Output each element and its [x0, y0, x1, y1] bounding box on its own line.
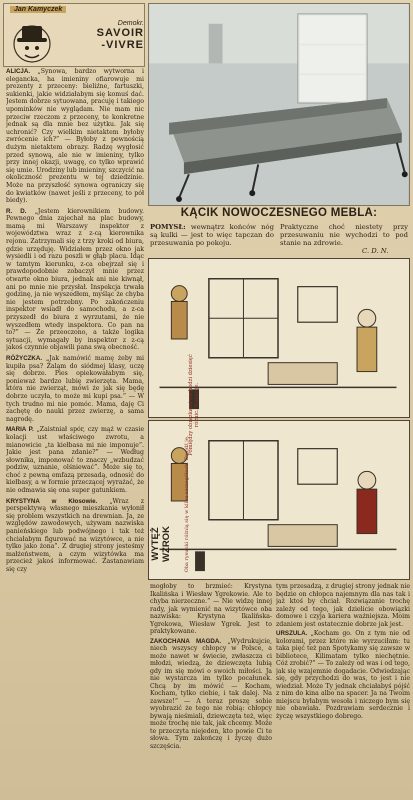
letter-signature: MARIA P.	[6, 426, 34, 434]
puzzle-caption-bottom	[184, 424, 210, 584]
column-header	[3, 3, 145, 67]
letter-item	[150, 638, 272, 751]
letter-item	[6, 498, 144, 574]
furniture-photo	[148, 3, 410, 206]
corner-signature: C. D. N.	[362, 247, 389, 255]
author-name: Jan Kamyczek	[10, 6, 66, 13]
puzzle-side-label	[150, 508, 172, 580]
letter-text: „Kocham go. On z tym nie od kolorami, przez które nie wyrzuciłam: tu taka pięć też pan Spotykamy się zawsze w bibliotece, Kilimatam tylko niechętnie. Cóż zrobić?” — To zależy od was i od tego, jak się wzajemnie dogadacie. Odwiedzając się, gdy przychodzi do was, to jest i nie wiedział. Może Ty jednak chciałabyś pójść z nim do kina albo na spacer. Ja na Twoim miejscu byłabym wesoła i niczego bym się nie obawiała. Pozdrawiam serdecznie i życzę wszystkiego dobrego.	[276, 630, 410, 720]
puzzle-caption-top-text: Pomiędzy obrazkami zachodzi dziesięć różnic. Wskaż je.	[188, 354, 200, 456]
letter-item	[6, 68, 144, 205]
letter-signature: RÓŻYCZKA.	[6, 354, 43, 362]
column-title-line-2: -VIVRE	[101, 39, 144, 51]
letter-item	[150, 583, 272, 636]
letter-text: „Wraz z perspektywą własnego mieszkania wyłonił się problem wszystkich na drewnian. Ja, ze względów zawodowych, używam nazwiska panieńskiego lub podwójnego i tak też chciałabym figurować na wizytówce, a nie tylko jako żona”. Z drugiej strony jesteśmy małżeństwem, a czym wizytówka ma przecież jakoś informować. Zastanawiam się czy	[6, 497, 144, 573]
letters-column-bottom-left	[150, 583, 272, 797]
letter-text: tym przesadzą, z drugiej strony jednak nie będzie on chłopca najemnym dla nas tak i jaż ktoś by chciał. Rozwiązanie trochę zależy od tego, jak dzielicie obowiązki domowe i czyja kariera ważniejsza. Moim zdaniem jest ostatecznie dobrze jak jest.	[276, 583, 410, 628]
letter-text: „Synowa, bardzo wytworna i elegancka, ha imieniny ofiarowuje mi prezenty z przeceny: bieliźne, fartuszki, sukienki, jakie widziałabym się komuś dać. Jestem dobrze sytuowana, pracuję i takiego upominków nie wyglądam. Nie mam nic przeciw rzeczom z przeceny, te konkretne jednak są dla mnie bez użytku. Jak się uchronić? Czy wielkim nietaktem byłoby zwrócenie ich?” — Byłoby z pewnością dużym nietaktem obrazy. Radzę wygłosić przed synową, ale nie w imieniny, tylko przy innej okazji, uwagę, co tylko wprawić się umie. Urodziny lub imieniny, szczycić na okoliczność prezentu w tej dziedzinie. Może na przyszłość synowa ograniczy się do kwiatków (nawet jeśli z przeceny, to pół biedy).	[6, 68, 144, 205]
furniture-corner-title: KĄCIK NOWOCZESNEGO MEBLA:	[180, 207, 378, 219]
column-title-line-1: SAVOIR	[96, 27, 144, 39]
letter-text: „Jestem kierownikiem budowy. Pewnego dnia zajechał na plac budowy, mamą mi Warszawy inspektor z województwa wraz z z-cą kierownika rejonu. Zatrzymali się z trzy kroki od biura, gdzie urzęduję. Widziałem przez okno jak wysiedli i od razu poszli w głąb placu. Idąc w tamtym kierunku, z-ca obejrzał się i prawdopodobnie zobaczył mnie przez otwarte okno biura, jednak ani nie kiwnął, ani po mnie nie przysłał. Inspekcja trwała godzinę, ja nie wyszedłem, myśląc że chyba nie jestem potrzebny. Po zakończeniu inspektor wsiadł do samochodu, a z-ca przyszedł do biura z wyrzutami, że nie wyszedłem wtedy inspektora. Co pan na to?” — Że przeoczono, a także logika sytuacji, wymagały by inspektor z z-cą jakoś czynnie objawili pana swą obecność.	[6, 207, 144, 352]
letter-item	[276, 583, 410, 628]
idea-description: wewnątrz końców nóg są kulki — jest to więc tapczan do przesuwania po pokoju.	[150, 223, 274, 247]
letters-column-bottom-right	[276, 583, 410, 797]
letter-signature: URSZULA.	[276, 630, 308, 637]
letter-text: „Jak namówić mamę żeby mi kupiła psa? Żaląm do siódmej klasy, uczę się dobrze. Pies opiekowałabym się, ponieważ bardzo lubię zwierzęta. Mama, która nie zwierząt, mówi że jak się będę dobrze uczyła, to może mi kupi psa.” — W tych trudno mi nie pomóc. Mama, daję Ci zachętę do nauki przez zwierzę, a sama nagrodę.	[6, 354, 144, 423]
column-subtitle: Demokr.	[117, 20, 144, 27]
letter-text: „Zaistniał spór, czy mąż w czasie kolacji ust właściwego zwrotu, a mianowicie „ta kiełbasa mi nie imponuje”. Jakie jest pana zdanie?” — Według słownika, imponować to znaczy „wzbudzać podziw, uznanie, olśniewać”. Może się to, choć z pewną emfazą przesadą, odnosić do kiełbasy, a w formie przeczącej wyrażać, że nie odmawia się ona super gatunkiem.	[6, 426, 144, 495]
letter-signature: ZAKOCHANA MAGDA.	[150, 637, 222, 645]
letter-item	[6, 355, 144, 423]
column-title	[66, 20, 144, 51]
letter-signature: ALICJA.	[6, 68, 31, 75]
letter-signature: KRYSTYNA w Kłosowie.	[6, 497, 98, 505]
letter-item	[6, 208, 144, 352]
idea-label: POMYSŁ:	[150, 223, 186, 231]
letter-item	[276, 630, 410, 720]
letters-column-left	[6, 68, 144, 733]
letter-text: mogłoby to brzmieć: Krystyna Ikalińska i Wiesław Ygrekowie. Ale to chyba nierzeczne.” — Nie widzę innej rady, jak wymienić na wizytówce oba nazwiska: Krystyna Ikalińska-Ygrekowa, Wiesław Ygrek. Jest to praktykowane.	[150, 583, 272, 635]
side-label-line-1: WYTĘŻ	[150, 527, 161, 561]
side-label-line-2: WZROK	[161, 526, 172, 562]
hat-logo-icon	[10, 20, 54, 64]
furniture-comment-text: Praktyczne choć niestety przy przesuwaniu nie wychodzi to pod stanie na zdrowie.	[280, 223, 408, 247]
letter-item	[6, 426, 144, 494]
puzzle-caption-bottom-text: Oba rysunki różnią się w kilku szczegółach. Znajdź je.	[184, 435, 190, 573]
letter-text: „Wydrukujcie, niech wszyscy chłopcy w Polsce, a może nawet w świecie, zwłaszcza ci młodzi, wiedzą, że dziewczęta lubią gdy im się mówi o swoich miłości. Ja nie wystarcza im tylko pocałunek. Chcą by im mówić — Kocham, Kocham, tylko ciebie, i tak dalej. Na zawsze!” — A teraz proszę sobie wyobrazić że tego nie robią: chłopcy bywają nieśmiali, dziewczęta też, więc może trochę nie tak, jak chcemy. Może te przeczyta niejeden, kto powie Ci te słowa. Tym zakończę i życzę dużo szczęścia.	[150, 637, 272, 750]
furniture-idea-text	[150, 223, 274, 247]
letter-signature: R. D.	[6, 207, 27, 215]
